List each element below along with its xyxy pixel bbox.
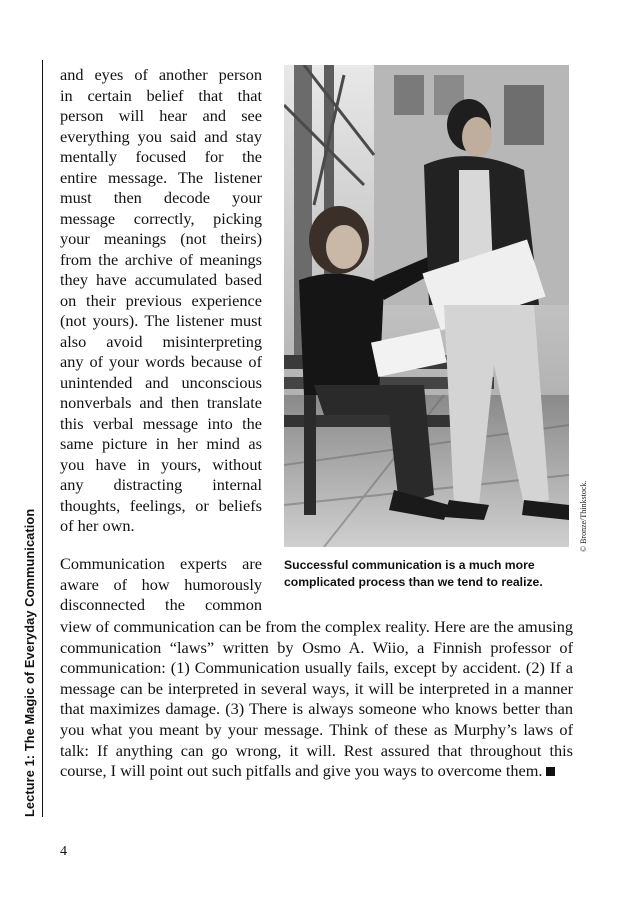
figure-caption	[284, 557, 574, 590]
text-line: unintended and unconscious	[60, 372, 262, 392]
text-line: any of your words because of	[60, 352, 262, 371]
paragraph-2-continuation	[60, 617, 573, 782]
text-line: thoughts, feelings, or beliefs	[60, 495, 262, 515]
text-line: on their previous experience	[60, 290, 262, 310]
text-line: entire message. The listener	[60, 167, 262, 187]
text-line: aware of how humorously	[60, 574, 262, 594]
text-line: any distracting internal	[60, 475, 262, 494]
left-column-text	[60, 65, 262, 537]
caption-line: Successful communication is a much more	[284, 558, 535, 572]
text-line: nonverbals and then translate	[60, 393, 262, 412]
text-line: message correctly, picking	[60, 208, 262, 228]
text-line: also avoid misinterpreting	[60, 331, 262, 351]
text-line: your meanings (not theirs)	[60, 229, 262, 248]
text-line: from the archive of meanings	[60, 249, 262, 269]
text-line: they have accumulated based	[60, 270, 262, 289]
photo-credit: © Bronze/Thinkstock.	[579, 480, 588, 552]
text-line: this verbal message into the	[60, 413, 262, 433]
text-line: everything you said and stay	[60, 126, 262, 146]
paragraph-2-column	[60, 554, 262, 616]
lecture-title: Lecture 1: The Magic of Everyday Communication	[22, 508, 37, 817]
sidebar-rule	[42, 60, 43, 817]
text-line: and eyes of another person	[60, 65, 262, 84]
text-line: must then decode your	[60, 188, 262, 207]
text-line: of her own.	[60, 516, 135, 535]
text-line: mentally focused for the	[60, 147, 262, 166]
photo-two-people-bench	[284, 65, 569, 547]
text-line: disconnected the common	[60, 595, 262, 614]
text-line: (not yours). The listener must	[60, 311, 262, 330]
caption-line: complicated process than we tend to realize.	[284, 574, 543, 589]
text-line: same picture in her mind as	[60, 434, 262, 453]
text-line: person will hear and see	[60, 106, 262, 125]
paragraph-text: view of communication can be from the complex reality. Here are the amusing communication “laws” written by Osmo A. Wiio, a Finnish professor of communication: (1) Communication usually fails, except by accident. (2) If a message can be interpreted in several ways, it will be interpreted in a manner that maximizes damage. (3) There is always someone who knows better than you what you meant by your message. Think of these as Murphy’s laws of talk: If anything can go wrong, it will. Rest assured that throughout this course, I will point out such pitfalls and give you ways to overcome them.	[60, 617, 573, 781]
text-line: you have in yours, without	[60, 454, 262, 474]
text-line: Communication experts are	[60, 554, 262, 573]
end-square-icon	[546, 767, 555, 776]
text-line: in certain belief that that	[60, 85, 262, 105]
page-number: 4	[60, 844, 67, 859]
